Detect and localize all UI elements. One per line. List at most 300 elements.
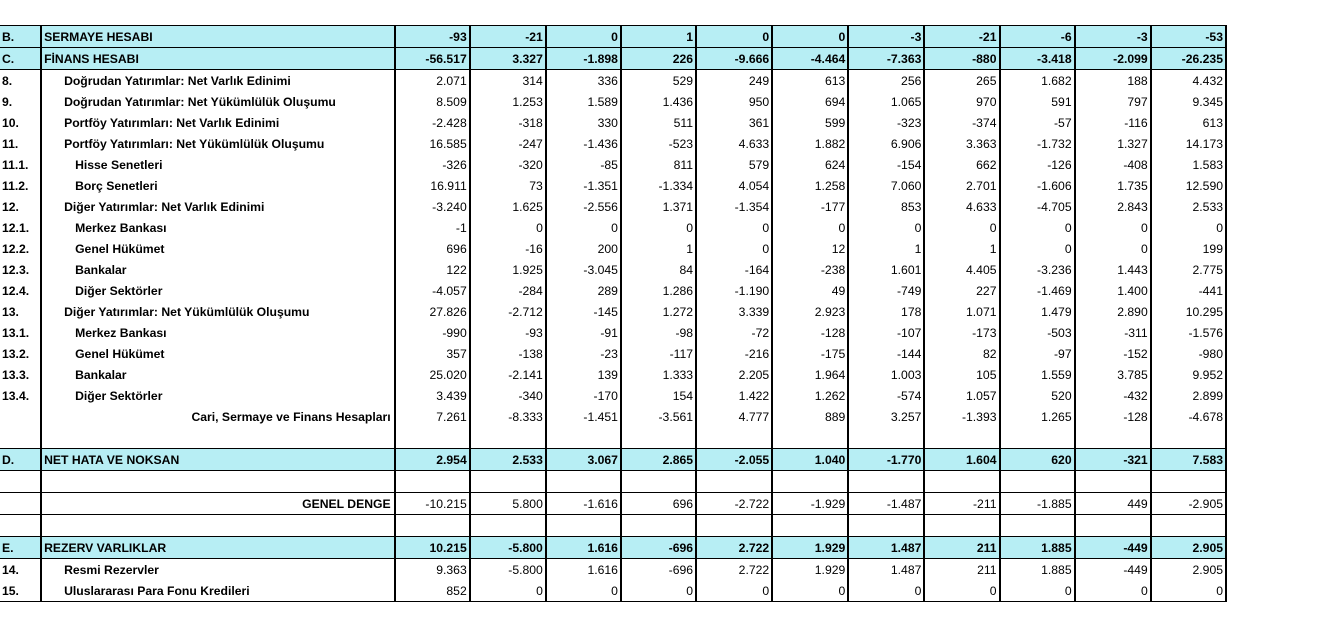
row-label-cell[interactable]: SERMAYE HESABI (41, 26, 395, 48)
value-cell[interactable]: -107 (848, 322, 924, 343)
value-cell[interactable]: -164 (696, 259, 772, 280)
value-cell[interactable] (546, 471, 621, 493)
row-label-cell[interactable] (41, 427, 395, 449)
value-cell[interactable]: 105 (924, 364, 999, 385)
value-cell[interactable]: -432 (1075, 385, 1151, 406)
value-cell[interactable]: 1.057 (924, 385, 999, 406)
value-cell[interactable]: 9.952 (1151, 364, 1226, 385)
value-cell[interactable] (395, 427, 470, 449)
value-cell[interactable]: -56.517 (395, 48, 470, 70)
value-cell[interactable]: -2.141 (470, 364, 546, 385)
value-cell[interactable]: 4.405 (924, 259, 999, 280)
value-cell[interactable]: 4.432 (1151, 70, 1226, 92)
value-cell[interactable]: 0 (546, 26, 621, 48)
value-cell[interactable]: -1.770 (848, 449, 924, 471)
value-cell[interactable]: -441 (1151, 280, 1226, 301)
value-cell[interactable] (621, 515, 696, 537)
row-label-cell[interactable]: REZERV VARLIKLAR (41, 537, 395, 559)
value-cell[interactable] (395, 515, 470, 537)
value-cell[interactable]: -449 (1075, 559, 1151, 581)
value-cell[interactable]: 853 (848, 196, 924, 217)
value-cell[interactable]: 2.722 (696, 537, 772, 559)
row-code-cell[interactable]: B. (0, 26, 41, 48)
value-cell[interactable]: 0 (1151, 580, 1226, 602)
value-cell[interactable]: 1 (924, 238, 999, 259)
row-code-cell[interactable] (0, 493, 41, 515)
value-cell[interactable]: -16 (470, 238, 546, 259)
value-cell[interactable]: -216 (696, 343, 772, 364)
row-label-cell[interactable] (41, 515, 395, 537)
value-cell[interactable] (546, 515, 621, 537)
value-cell[interactable]: 1.885 (1000, 537, 1075, 559)
value-cell[interactable]: -990 (395, 322, 470, 343)
value-cell[interactable]: 7.060 (848, 175, 924, 196)
row-code-cell[interactable]: 14. (0, 559, 41, 581)
value-cell[interactable]: 599 (772, 112, 848, 133)
value-cell[interactable]: 1.885 (1000, 559, 1075, 581)
value-cell[interactable]: 529 (621, 70, 696, 92)
value-cell[interactable]: 1.065 (848, 91, 924, 112)
value-cell[interactable]: 5.800 (470, 493, 546, 515)
row-label-cell[interactable]: Portföy Yatırımları: Net Varlık Edinimi (41, 112, 395, 133)
row-label-cell[interactable]: Bankalar (41, 364, 395, 385)
value-cell[interactable]: -449 (1075, 537, 1151, 559)
value-cell[interactable]: -72 (696, 322, 772, 343)
value-cell[interactable]: -145 (546, 301, 621, 322)
value-cell[interactable]: 1 (848, 238, 924, 259)
value-cell[interactable]: 0 (848, 580, 924, 602)
value-cell[interactable]: -3 (848, 26, 924, 48)
value-cell[interactable]: -4.705 (1000, 196, 1075, 217)
value-cell[interactable]: -247 (470, 133, 546, 154)
value-cell[interactable]: -374 (924, 112, 999, 133)
value-cell[interactable]: -1.616 (546, 493, 621, 515)
value-cell[interactable]: 9.363 (395, 559, 470, 581)
value-cell[interactable]: -126 (1000, 154, 1075, 175)
value-cell[interactable]: -2.722 (696, 493, 772, 515)
row-code-cell[interactable]: 13.3. (0, 364, 41, 385)
value-cell[interactable] (1151, 427, 1226, 449)
value-cell[interactable]: 1.929 (772, 537, 848, 559)
value-cell[interactable]: 591 (1000, 91, 1075, 112)
value-cell[interactable]: 0 (621, 580, 696, 602)
value-cell[interactable]: -93 (395, 26, 470, 48)
row-code-cell[interactable] (0, 515, 41, 537)
value-cell[interactable]: 1.589 (546, 91, 621, 112)
value-cell[interactable]: 3.439 (395, 385, 470, 406)
value-cell[interactable]: 49 (772, 280, 848, 301)
value-cell[interactable]: -5.800 (470, 559, 546, 581)
value-cell[interactable]: -318 (470, 112, 546, 133)
value-cell[interactable]: 3.785 (1075, 364, 1151, 385)
value-cell[interactable]: 1.487 (848, 537, 924, 559)
row-label-cell[interactable]: Doğrudan Yatırımlar: Net Yükümlülük Oluşumu (41, 91, 395, 112)
row-label-cell[interactable] (41, 471, 395, 493)
value-cell[interactable]: 579 (696, 154, 772, 175)
value-cell[interactable]: -8.333 (470, 406, 546, 427)
value-cell[interactable]: -144 (848, 343, 924, 364)
value-cell[interactable]: 357 (395, 343, 470, 364)
row-code-cell[interactable]: 13. (0, 301, 41, 322)
value-cell[interactable]: 511 (621, 112, 696, 133)
value-cell[interactable]: -3.561 (621, 406, 696, 427)
value-cell[interactable]: 0 (1000, 238, 1075, 259)
value-cell[interactable]: -3.236 (1000, 259, 1075, 280)
value-cell[interactable]: -2.099 (1075, 48, 1151, 70)
value-cell[interactable]: -173 (924, 322, 999, 343)
row-label-cell[interactable]: Cari, Sermaye ve Finans Hesapları (41, 406, 395, 427)
value-cell[interactable] (772, 515, 848, 537)
value-cell[interactable]: -311 (1075, 322, 1151, 343)
value-cell[interactable]: -10.215 (395, 493, 470, 515)
value-cell[interactable]: -138 (470, 343, 546, 364)
value-cell[interactable]: 4.054 (696, 175, 772, 196)
value-cell[interactable]: -7.363 (848, 48, 924, 70)
value-cell[interactable]: -1.393 (924, 406, 999, 427)
value-cell[interactable] (848, 427, 924, 449)
value-cell[interactable]: 2.071 (395, 70, 470, 92)
value-cell[interactable]: 1.327 (1075, 133, 1151, 154)
value-cell[interactable]: -2.428 (395, 112, 470, 133)
value-cell[interactable]: 2.775 (1151, 259, 1226, 280)
value-cell[interactable]: -21 (470, 26, 546, 48)
value-cell[interactable] (470, 515, 546, 537)
value-cell[interactable]: -4.464 (772, 48, 848, 70)
value-cell[interactable]: -2.556 (546, 196, 621, 217)
value-cell[interactable]: 1.625 (470, 196, 546, 217)
value-cell[interactable]: 1.436 (621, 91, 696, 112)
row-label-cell[interactable]: NET HATA VE NOKSAN (41, 449, 395, 471)
value-cell[interactable]: 84 (621, 259, 696, 280)
value-cell[interactable]: -6 (1000, 26, 1075, 48)
value-cell[interactable]: -175 (772, 343, 848, 364)
value-cell[interactable]: 1.616 (546, 559, 621, 581)
value-cell[interactable]: -21 (924, 26, 999, 48)
value-cell[interactable]: 1 (621, 26, 696, 48)
value-cell[interactable] (772, 471, 848, 493)
value-cell[interactable]: 1.479 (1000, 301, 1075, 322)
value-cell[interactable]: -284 (470, 280, 546, 301)
value-cell[interactable]: 256 (848, 70, 924, 92)
row-code-cell[interactable] (0, 471, 41, 493)
value-cell[interactable]: 2.205 (696, 364, 772, 385)
value-cell[interactable]: 8.509 (395, 91, 470, 112)
row-code-cell[interactable]: 11.2. (0, 175, 41, 196)
value-cell[interactable] (924, 471, 999, 493)
row-label-cell[interactable]: Resmi Rezervler (41, 559, 395, 581)
value-cell[interactable]: 1.601 (848, 259, 924, 280)
value-cell[interactable]: -1.436 (546, 133, 621, 154)
value-cell[interactable]: 1.929 (772, 559, 848, 581)
value-cell[interactable]: -696 (621, 537, 696, 559)
value-cell[interactable] (924, 515, 999, 537)
value-cell[interactable]: -128 (772, 322, 848, 343)
value-cell[interactable]: 624 (772, 154, 848, 175)
value-cell[interactable]: 0 (470, 580, 546, 602)
value-cell[interactable] (1000, 427, 1075, 449)
value-cell[interactable]: -3.240 (395, 196, 470, 217)
value-cell[interactable]: 16.911 (395, 175, 470, 196)
row-label-cell[interactable]: Merkez Bankası (41, 217, 395, 238)
value-cell[interactable]: 2.905 (1151, 559, 1226, 581)
value-cell[interactable]: 970 (924, 91, 999, 112)
value-cell[interactable] (772, 427, 848, 449)
value-cell[interactable]: 2.701 (924, 175, 999, 196)
value-cell[interactable]: -1.334 (621, 175, 696, 196)
value-cell[interactable]: 520 (1000, 385, 1075, 406)
value-cell[interactable]: 0 (772, 26, 848, 48)
value-cell[interactable]: 1.882 (772, 133, 848, 154)
row-code-cell[interactable]: 15. (0, 580, 41, 602)
value-cell[interactable]: -154 (848, 154, 924, 175)
value-cell[interactable]: -980 (1151, 343, 1226, 364)
value-cell[interactable]: 0 (848, 217, 924, 238)
row-code-cell[interactable] (0, 427, 41, 449)
value-cell[interactable]: 2.865 (621, 449, 696, 471)
row-label-cell[interactable]: Uluslararası Para Fonu Kredileri (41, 580, 395, 602)
value-cell[interactable] (470, 471, 546, 493)
value-cell[interactable]: -1.898 (546, 48, 621, 70)
value-cell[interactable]: 950 (696, 91, 772, 112)
value-cell[interactable]: 16.585 (395, 133, 470, 154)
value-cell[interactable]: -85 (546, 154, 621, 175)
value-cell[interactable]: 154 (621, 385, 696, 406)
value-cell[interactable] (696, 471, 772, 493)
value-cell[interactable] (848, 471, 924, 493)
value-cell[interactable]: -320 (470, 154, 546, 175)
row-code-cell[interactable]: 9. (0, 91, 41, 112)
value-cell[interactable]: 27.826 (395, 301, 470, 322)
value-cell[interactable]: 1.272 (621, 301, 696, 322)
value-cell[interactable]: 188 (1075, 70, 1151, 92)
value-cell[interactable]: 0 (696, 238, 772, 259)
value-cell[interactable]: -238 (772, 259, 848, 280)
value-cell[interactable] (470, 427, 546, 449)
value-cell[interactable]: -340 (470, 385, 546, 406)
row-code-cell[interactable]: 12.4. (0, 280, 41, 301)
value-cell[interactable]: 1.422 (696, 385, 772, 406)
value-cell[interactable]: -98 (621, 322, 696, 343)
row-code-cell[interactable]: 13.4. (0, 385, 41, 406)
value-cell[interactable]: -1.469 (1000, 280, 1075, 301)
value-cell[interactable] (1075, 471, 1151, 493)
value-cell[interactable] (696, 427, 772, 449)
value-cell[interactable]: -3.418 (1000, 48, 1075, 70)
value-cell[interactable]: -152 (1075, 343, 1151, 364)
value-cell[interactable]: -5.800 (470, 537, 546, 559)
value-cell[interactable]: 3.067 (546, 449, 621, 471)
value-cell[interactable]: 2.905 (1151, 537, 1226, 559)
row-code-cell[interactable] (0, 406, 41, 427)
row-label-cell[interactable]: Bankalar (41, 259, 395, 280)
value-cell[interactable]: 613 (772, 70, 848, 92)
value-cell[interactable]: 0 (546, 217, 621, 238)
value-cell[interactable]: -26.235 (1151, 48, 1226, 70)
value-cell[interactable]: 314 (470, 70, 546, 92)
value-cell[interactable]: 249 (696, 70, 772, 92)
row-code-cell[interactable]: C. (0, 48, 41, 70)
row-code-cell[interactable]: 12.2. (0, 238, 41, 259)
value-cell[interactable]: 1.616 (546, 537, 621, 559)
row-code-cell[interactable]: 10. (0, 112, 41, 133)
value-cell[interactable]: 1.735 (1075, 175, 1151, 196)
row-label-cell[interactable]: Genel Hükümet (41, 238, 395, 259)
row-code-cell[interactable]: D. (0, 449, 41, 471)
row-code-cell[interactable]: 12.1. (0, 217, 41, 238)
value-cell[interactable]: 1.071 (924, 301, 999, 322)
value-cell[interactable]: 3.339 (696, 301, 772, 322)
value-cell[interactable]: 0 (924, 580, 999, 602)
value-cell[interactable]: 0 (1000, 217, 1075, 238)
row-code-cell[interactable]: 11.1. (0, 154, 41, 175)
value-cell[interactable]: -3.045 (546, 259, 621, 280)
row-label-cell[interactable]: Portföy Yatırımları: Net Yükümlülük Oluşumu (41, 133, 395, 154)
value-cell[interactable]: 0 (696, 217, 772, 238)
value-cell[interactable]: 3.257 (848, 406, 924, 427)
value-cell[interactable]: 226 (621, 48, 696, 70)
value-cell[interactable]: 889 (772, 406, 848, 427)
value-cell[interactable]: 2.923 (772, 301, 848, 322)
value-cell[interactable]: 0 (1075, 580, 1151, 602)
value-cell[interactable]: 10.215 (395, 537, 470, 559)
value-cell[interactable] (1000, 471, 1075, 493)
value-cell[interactable]: -117 (621, 343, 696, 364)
value-cell[interactable]: -4.057 (395, 280, 470, 301)
value-cell[interactable]: 0 (546, 580, 621, 602)
value-cell[interactable]: 662 (924, 154, 999, 175)
value-cell[interactable]: 1.265 (1000, 406, 1075, 427)
value-cell[interactable]: -177 (772, 196, 848, 217)
value-cell[interactable]: 2.533 (1151, 196, 1226, 217)
value-cell[interactable]: 82 (924, 343, 999, 364)
value-cell[interactable]: 227 (924, 280, 999, 301)
value-cell[interactable]: -1.929 (772, 493, 848, 515)
value-cell[interactable]: 797 (1075, 91, 1151, 112)
value-cell[interactable]: 7.261 (395, 406, 470, 427)
value-cell[interactable]: -211 (924, 493, 999, 515)
value-cell[interactable]: -1.487 (848, 493, 924, 515)
value-cell[interactable]: 0 (772, 580, 848, 602)
value-cell[interactable] (1000, 515, 1075, 537)
value-cell[interactable]: 200 (546, 238, 621, 259)
value-cell[interactable]: 1.286 (621, 280, 696, 301)
row-label-cell[interactable]: Hisse Senetleri (41, 154, 395, 175)
value-cell[interactable]: 289 (546, 280, 621, 301)
row-code-cell[interactable]: 12. (0, 196, 41, 217)
value-cell[interactable]: 211 (924, 537, 999, 559)
value-cell[interactable]: 0 (696, 580, 772, 602)
value-cell[interactable] (1075, 515, 1151, 537)
value-cell[interactable]: 1.964 (772, 364, 848, 385)
value-cell[interactable]: -1.732 (1000, 133, 1075, 154)
value-cell[interactable]: 1.258 (772, 175, 848, 196)
value-cell[interactable]: 1.443 (1075, 259, 1151, 280)
value-cell[interactable]: 1.262 (772, 385, 848, 406)
value-cell[interactable]: 1.682 (1000, 70, 1075, 92)
value-cell[interactable] (924, 427, 999, 449)
value-cell[interactable]: 0 (1000, 580, 1075, 602)
value-cell[interactable]: 211 (924, 559, 999, 581)
value-cell[interactable]: 0 (470, 217, 546, 238)
value-cell[interactable]: 122 (395, 259, 470, 280)
row-code-cell[interactable]: E. (0, 537, 41, 559)
value-cell[interactable]: 696 (395, 238, 470, 259)
value-cell[interactable]: 2.954 (395, 449, 470, 471)
value-cell[interactable]: -1.576 (1151, 322, 1226, 343)
value-cell[interactable]: 2.533 (470, 449, 546, 471)
value-cell[interactable]: 449 (1075, 493, 1151, 515)
value-cell[interactable] (1151, 515, 1226, 537)
row-label-cell[interactable]: Diğer Sektörler (41, 385, 395, 406)
value-cell[interactable]: -2.712 (470, 301, 546, 322)
value-cell[interactable]: -523 (621, 133, 696, 154)
row-label-cell[interactable]: Borç Senetleri (41, 175, 395, 196)
value-cell[interactable]: -696 (621, 559, 696, 581)
value-cell[interactable]: 1.559 (1000, 364, 1075, 385)
value-cell[interactable]: -1.606 (1000, 175, 1075, 196)
value-cell[interactable]: 2.890 (1075, 301, 1151, 322)
value-cell[interactable]: 9.345 (1151, 91, 1226, 112)
value-cell[interactable]: -9.666 (696, 48, 772, 70)
value-cell[interactable]: -57 (1000, 112, 1075, 133)
value-cell[interactable]: -4.678 (1151, 406, 1226, 427)
value-cell[interactable]: -2.905 (1151, 493, 1226, 515)
value-cell[interactable]: 1.003 (848, 364, 924, 385)
value-cell[interactable]: 12.590 (1151, 175, 1226, 196)
row-label-cell[interactable]: Doğrudan Yatırımlar: Net Varlık Edinimi (41, 70, 395, 92)
value-cell[interactable]: 0 (621, 217, 696, 238)
value-cell[interactable]: -97 (1000, 343, 1075, 364)
value-cell[interactable]: 1.604 (924, 449, 999, 471)
value-cell[interactable]: 620 (1000, 449, 1075, 471)
value-cell[interactable]: 336 (546, 70, 621, 92)
value-cell[interactable]: -574 (848, 385, 924, 406)
value-cell[interactable]: 4.777 (696, 406, 772, 427)
value-cell[interactable]: -321 (1075, 449, 1151, 471)
value-cell[interactable]: -1.351 (546, 175, 621, 196)
value-cell[interactable]: -1.354 (696, 196, 772, 217)
value-cell[interactable]: 1.400 (1075, 280, 1151, 301)
value-cell[interactable]: 1.371 (621, 196, 696, 217)
value-cell[interactable]: -93 (470, 322, 546, 343)
value-cell[interactable] (1075, 427, 1151, 449)
value-cell[interactable] (395, 471, 470, 493)
value-cell[interactable]: 6.906 (848, 133, 924, 154)
value-cell[interactable]: 1 (621, 238, 696, 259)
value-cell[interactable]: 3.363 (924, 133, 999, 154)
value-cell[interactable]: 0 (1151, 217, 1226, 238)
value-cell[interactable]: -1 (395, 217, 470, 238)
value-cell[interactable]: 2.899 (1151, 385, 1226, 406)
value-cell[interactable]: 696 (621, 493, 696, 515)
value-cell[interactable]: -91 (546, 322, 621, 343)
value-cell[interactable] (848, 515, 924, 537)
value-cell[interactable]: 1.925 (470, 259, 546, 280)
row-label-cell[interactable]: Diğer Yatırımlar: Net Yükümlülük Oluşumu (41, 301, 395, 322)
value-cell[interactable]: 4.633 (696, 133, 772, 154)
value-cell[interactable]: 0 (696, 26, 772, 48)
row-label-cell[interactable]: FİNANS HESABI (41, 48, 395, 70)
value-cell[interactable]: 1.333 (621, 364, 696, 385)
value-cell[interactable] (546, 427, 621, 449)
value-cell[interactable] (1151, 471, 1226, 493)
value-cell[interactable]: 852 (395, 580, 470, 602)
value-cell[interactable]: 139 (546, 364, 621, 385)
value-cell[interactable]: 10.295 (1151, 301, 1226, 322)
value-cell[interactable]: -1.885 (1000, 493, 1075, 515)
value-cell[interactable]: -880 (924, 48, 999, 70)
value-cell[interactable]: -1.190 (696, 280, 772, 301)
